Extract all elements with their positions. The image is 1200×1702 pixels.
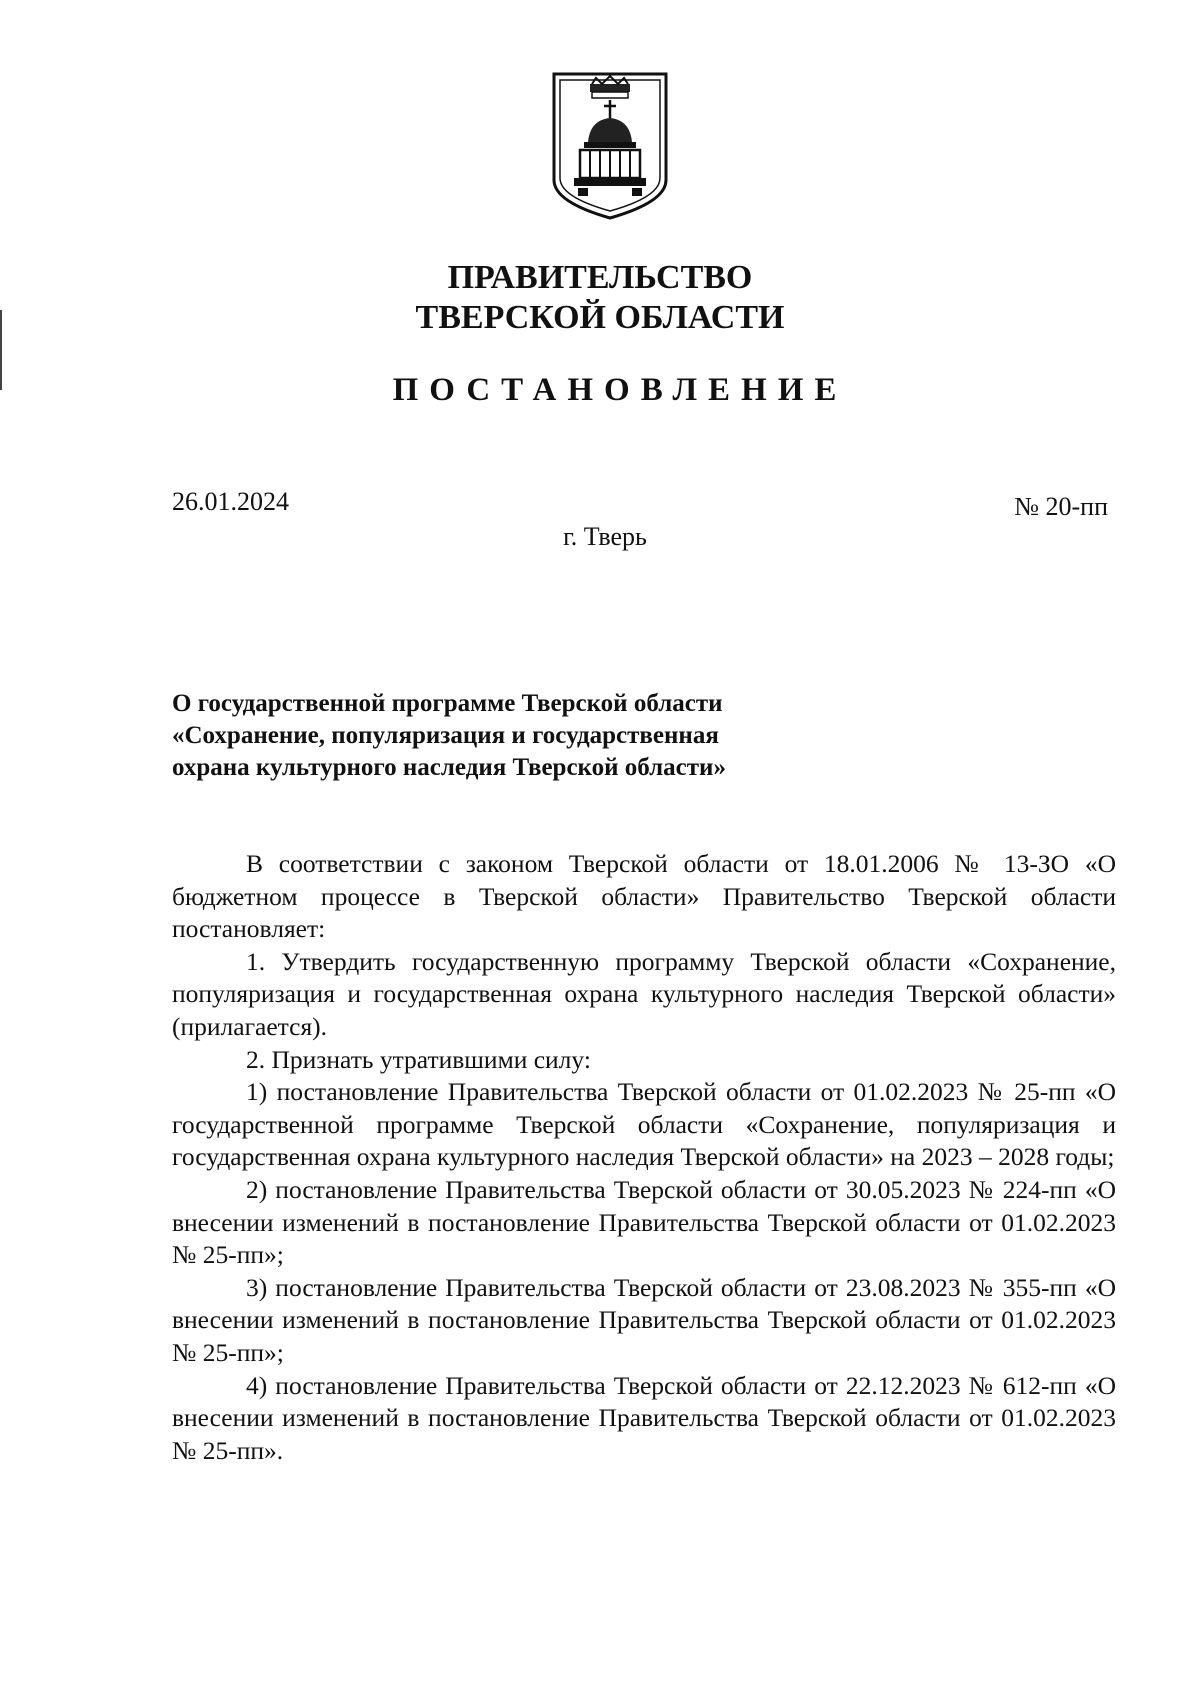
- title-line-2: «Сохранение, популяризация и государственная: [172, 722, 719, 749]
- document-title: [172, 688, 932, 784]
- coat-of-arms-icon: [550, 70, 670, 222]
- scan-edge-line: [0, 310, 2, 390]
- body-paragraph-item-1: 1. Утвердить государственную программу Тверской области «Сохранение, популяризация и государственная охрана культурного наследия Тверской области» (прилагается).: [172, 946, 1116, 1041]
- document-type: ПОСТАНОВЛЕНИЕ: [392, 372, 848, 408]
- body-paragraph-subitem-2: 2) постановление Правительства Тверской области от 30.05.2023 № 224-пп «О внесении изменений в постановление Правительства Тверской области от 01.02.2023 № 25-пп»;: [172, 1174, 1116, 1270]
- body-paragraph-preamble: В соответствии с законом Тверской области от 18.01.2006 № 13-ЗО «О бюджетном процессе в Тверской области» Правительство Тверской области постановляет:: [172, 849, 1116, 944]
- organization-line-2: ТВЕРСКОЙ ОБЛАСТИ: [415, 299, 785, 336]
- document-date: 26.01.2024: [172, 487, 289, 516]
- body-paragraph-subitem-4: 4) постановление Правительства Тверской области от 22.12.2023 № 612-пп «О внесении изменений в постановление Правительства Тверской области от 01.02.2023 № 25-пп».: [172, 1370, 1116, 1465]
- document-city: г. Тверь: [563, 522, 647, 551]
- document-body: [172, 848, 1116, 1467]
- title-line-1: О государственной программе Тверской области: [172, 690, 723, 717]
- body-paragraph-item-2: 2. Признать утратившими силу:: [246, 1044, 591, 1074]
- body-paragraph-subitem-3: 3) постановление Правительства Тверской области от 23.08.2023 № 355-пп «О внесении изменений в постановление Правительства Тверской области от 01.02.2023 № 25-пп»;: [172, 1272, 1116, 1367]
- organization-name: [300, 258, 900, 338]
- document-number: № 20-пп: [1014, 492, 1108, 521]
- organization-line-1: ПРАВИТЕЛЬСТВО: [447, 259, 753, 296]
- body-paragraph-subitem-1: 1) постановление Правительства Тверской области от 01.02.2023 № 25-пп «О государственной программе Тверской области «Сохранение, популяризация и государственная охрана культурного наследия Тверской области» на 2023 – 2028 годы;: [172, 1077, 1116, 1172]
- title-line-3: охрана культурного наследия Тверской области»: [172, 754, 726, 781]
